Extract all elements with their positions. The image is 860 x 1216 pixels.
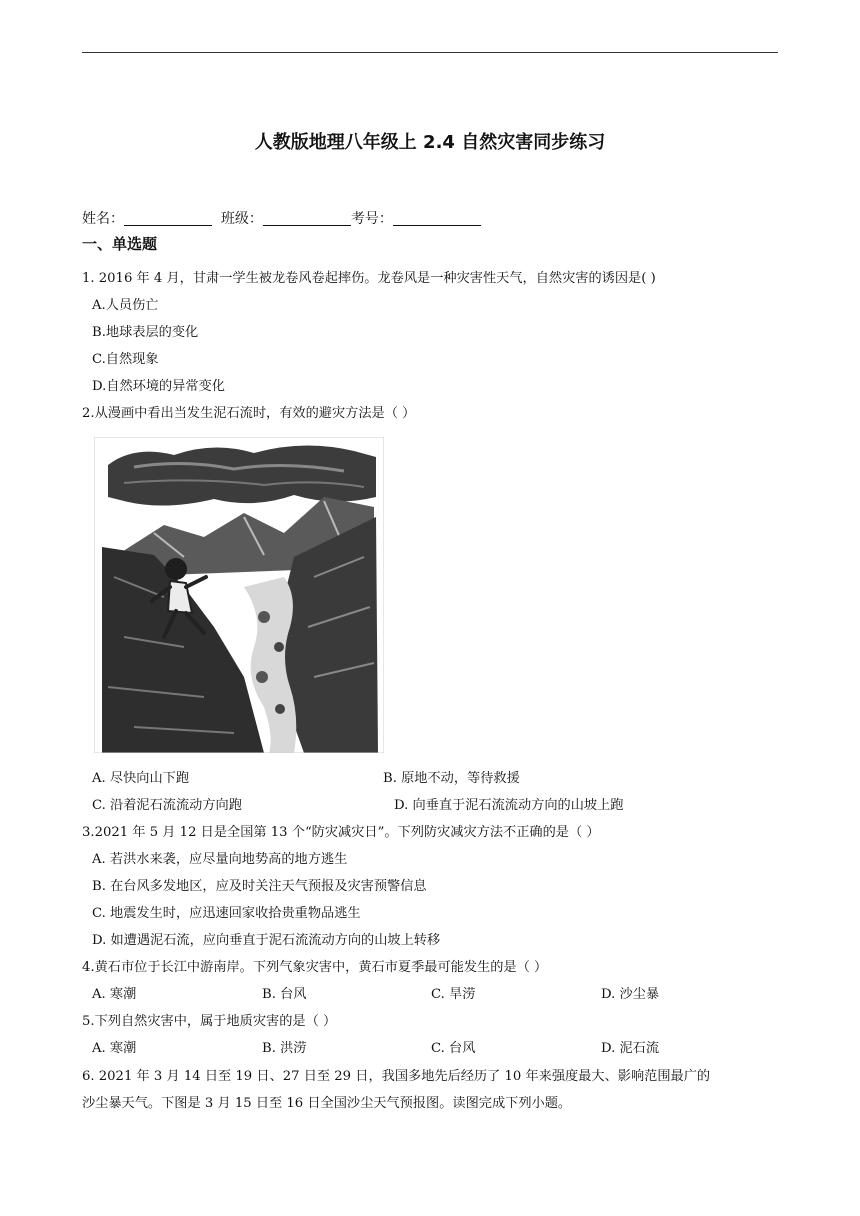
question-2-option-b: B. 原地不动，等待救援 bbox=[383, 771, 520, 786]
question-5-option-c: C. 台风 bbox=[431, 1041, 476, 1056]
question-3-option-b: B. 在台风多发地区，应及时关注天气预报及灾害预警信息 bbox=[92, 879, 427, 894]
question-3-option-a: A. 若洪水来袭，应尽量向地势高的地方逃生 bbox=[92, 852, 348, 867]
question-5-stem: 5.下列自然灾害中，属于地质灾害的是（ ） bbox=[82, 1014, 337, 1029]
question-1-stem: 1. 2016 年 4 月，甘肃一学生被龙卷风卷起摔伤。龙卷风是一种灾害性天气，自然灾害的诱因是( ) bbox=[82, 271, 656, 286]
page-title: 人教版地理八年级上 2.4 自然灾害同步练习 bbox=[254, 132, 606, 153]
question-5-option-a: A. 寒潮 bbox=[92, 1041, 137, 1056]
question-4-option-c: C. 旱涝 bbox=[431, 987, 476, 1002]
question-2-option-d: D. 向垂直于泥石流流动方向的山坡上跑 bbox=[394, 798, 624, 813]
exam-blank[interactable] bbox=[393, 209, 481, 226]
question-4-option-b: B. 台风 bbox=[262, 987, 307, 1002]
question-5-option-d: D. 泥石流 bbox=[601, 1041, 660, 1056]
name-blank[interactable] bbox=[124, 209, 212, 226]
header-rule bbox=[82, 52, 778, 53]
question-1-option-a: A.人员伤亡 bbox=[92, 298, 159, 313]
mudslide-comic-image bbox=[94, 437, 384, 753]
question-1-option-c: C.自然现象 bbox=[92, 352, 159, 367]
question-1-option-b: B.地球表层的变化 bbox=[92, 325, 199, 340]
question-2-option-c: C. 沿着泥石流流动方向跑 bbox=[92, 798, 242, 813]
student-info-row bbox=[82, 208, 481, 228]
question-1-option-d: D.自然环境的异常变化 bbox=[92, 379, 225, 394]
question-4-stem: 4.黄石市位于长江中游南岸。下列气象灾害中，黄石市夏季最可能发生的是（ ） bbox=[82, 960, 548, 975]
class-label: 班级： bbox=[220, 211, 263, 227]
question-2-option-a: A. 尽快向山下跑 bbox=[92, 771, 190, 786]
name-label: 姓名： bbox=[82, 211, 124, 227]
section-title: 一、单选题 bbox=[82, 235, 158, 253]
class-blank[interactable] bbox=[263, 209, 351, 226]
question-3-option-c: C. 地震发生时，应迅速回家收拾贵重物品逃生 bbox=[92, 906, 361, 921]
question-3-stem: 3.2021 年 5 月 12 日是全国第 13 个“防灾减灾日”。下列防灾减灾方法不正确的是（ ） bbox=[82, 825, 600, 840]
exam-label: 考号： bbox=[350, 211, 393, 227]
question-3-option-d: D. 如遭遇泥石流，应向垂直于泥石流流动方向的山坡上转移 bbox=[92, 933, 441, 948]
question-6-stem-line-2: 沙尘暴天气。下图是 3 月 15 日至 16 日全国沙尘天气预报图。读图完成下列小题。 bbox=[82, 1096, 572, 1111]
question-5-option-b: B. 洪涝 bbox=[262, 1041, 307, 1056]
question-6-stem-line-1: 6. 2021 年 3 月 14 日至 19 日、27 日至 29 日，我国多地先后经历了 10 年来强度最大、影响范围最广的 bbox=[82, 1069, 711, 1084]
question-4-option-d: D. 沙尘暴 bbox=[601, 987, 660, 1002]
question-4-option-a: A. 寒潮 bbox=[92, 987, 137, 1002]
question-2-stem: 2.从漫画中看出当发生泥石流时，有效的避灾方法是（ ） bbox=[82, 406, 416, 421]
